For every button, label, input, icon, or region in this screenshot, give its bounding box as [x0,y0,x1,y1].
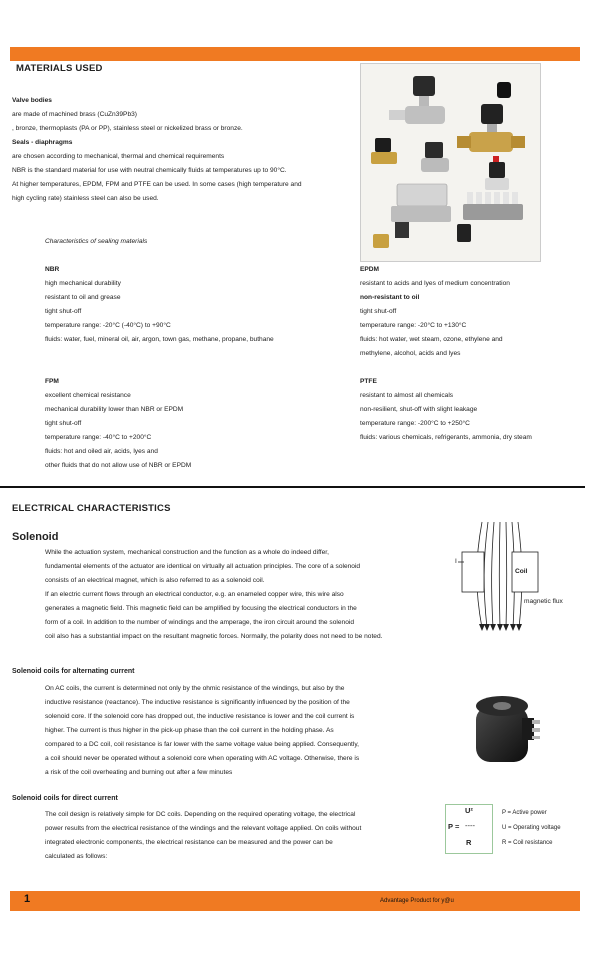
dc-line-2: power results from the electrical resistance of the windings and the relevant voltage applied. On coils without [45,825,362,832]
valve-bodies-line-2: , bronze, thermoplasts (PA or PP), stainless steel or nickelized brass or bronze. [12,125,243,132]
ptfe-line-3: temperature range: -200°C to +250°C [360,420,470,427]
epdm-line-3: tight shut-off [360,308,397,315]
ac-line-6: a coil should never be operated without a solenoid core when operating with AC voltage. Otherwise, there is [45,755,360,762]
formula-legend-p: P = Active power [502,810,547,816]
dc-line-3: integrated electronic components, the electrical resistance can be measured and the power can be [45,839,333,846]
footer-tagline: Advantage Product for y@u [380,898,454,904]
ptfe-line-2: non-resilient, shut-off with slight leakage [360,406,478,413]
seals-title: Seals - diaphragms [12,139,73,146]
solenoid-coil-photo [470,688,550,768]
fpm-line-5: fluids: hot and oiled air, acids, lyes and [45,448,158,455]
epdm-line-2: non-resistant to oil [360,294,420,301]
ac-line-3: solenoid core. If the solenoid core has dropped out, the inductive resistance is lower and the coil current is [45,713,355,720]
solenoid-line-5: generates a magnetic field. This magnetic field can be amplified by focusing the electrical conductors in the [45,605,357,612]
fpm-line-1: excellent chemical resistance [45,392,131,399]
solenoid-line-3: consists of an electrical magnet, which is also referred to as a solenoid coil. [45,577,265,584]
solenoid-line-4: If an electric current flows through an electrical conductor, e.g. an enameled copper wire, this wire also [45,591,344,598]
fpm-line-4: temperature range: -40°C to +200°C [45,434,152,441]
nbr-line-2: resistant to oil and grease [45,294,121,301]
formula-lhs: P = [448,822,460,831]
nbr-line-4: temperature range: -20°C (-40°C) to +90°C [45,322,171,329]
fpm-line-6: other fluids that do not allow use of NBR or EPDM [45,462,192,469]
formula-numerator: U² [465,806,473,815]
dc-coils-title: Solenoid coils for direct current [12,795,118,802]
top-accent-bar [10,47,580,61]
epdm-line-5: fluids: hot water, wet steam, ozone, ethylene and [360,336,503,343]
fpm-title: FPM [45,378,59,385]
nbr-line-1: high mechanical durability [45,280,121,287]
ptfe-line-1: resistant to almost all chemicals [360,392,454,399]
epdm-line-4: temperature range: -20°C to +130°C [360,322,467,329]
ac-line-5: compared to a DC coil, coil resistance is far lower with the same voltage value being applied. Consequently, [45,741,359,748]
epdm-title: EPDM [360,266,380,273]
nbr-line-3: tight shut-off [45,308,82,315]
solenoid-line-7: coil also has a substantial impact on the resultant magnetic forces. Normally, the polarity does not need to be noted. [45,633,383,640]
ac-coils-title: Solenoid coils for alternating current [12,668,135,675]
epdm-line-6: methylene, alcohol, acids and lyes [360,350,461,357]
ptfe-line-4: fluids: various chemicals, refrigerants, ammonia, dry steam [360,434,532,441]
solenoid-line-1: While the actuation system, mechanical construction and the function as a whole do indeed differ, [45,549,329,556]
formula-denominator: R [466,838,472,847]
diagram-coil-label: Coil [515,568,528,575]
fpm-line-3: tight shut-off [45,420,82,427]
ac-line-1: On AC coils, the current is determined not only by the ohmic resistance of the windings, but also by the [45,685,345,692]
dc-line-1: The coil design is relatively simple for DC coils. Depending on the required operating voltage, the electrical [45,811,356,818]
materials-heading: MATERIALS USED [16,63,103,74]
formula-fraction-bar: ---- [465,821,475,830]
seals-line-4: high cycling rate) stainless steel can also be used. [12,195,159,202]
valve-bodies-title: Valve bodies [12,97,52,104]
ac-line-4: higher. The current is thus higher in the pick-up phase than the coil current in the holding phase. As [45,727,334,734]
page-number: 1 [24,893,31,905]
formula-legend-u: U = Operating voltage [502,825,561,831]
section-divider [0,486,585,488]
valve-products-photo [360,63,541,262]
ptfe-title: PTFE [360,378,377,385]
ac-line-7: a risk of the coil overheating and burning out after a few minutes [45,769,233,776]
nbr-title: NBR [45,266,60,273]
epdm-line-1: resistant to acids and lyes of medium concentration [360,280,510,287]
nbr-line-5: fluids: water, fuel, mineral oil, air, argon, town gas, methane, propane, buthane [45,336,274,343]
diagram-current-label: I [455,558,457,565]
characteristics-caption: Characteristics of sealing materials [45,238,148,245]
solenoid-line-6: form of a coil. In addition to the number of windings and the amperage, the iron circuit around the solenoid [45,619,354,626]
fpm-line-2: mechanical durability lower than NBR or EPDM [45,406,184,413]
dc-line-4: calculated as follows: [45,853,108,860]
solenoid-title: Solenoid [12,531,59,543]
valve-products-illustration [361,64,540,261]
footer-bar [10,891,580,911]
seals-line-1: are chosen according to mechanical, thermal and chemical requirements [12,153,225,160]
ac-line-2: inductive resistance (reactance). The inductive resistance is significantly influenced by the position of the [45,699,350,706]
seals-line-2: NBR is the standard material for use with neutral chemically fluids at temperatures up to 90°C. [12,167,287,174]
solenoid-line-2: fundamental elements of the actuator are identical on virtually all actuation principles. The core of a solenoid [45,563,361,570]
valve-bodies-line-1: are made of machined brass (CuZn39Pb3) [12,111,137,118]
seals-line-3: At higher temperatures, EPDM, FPM and PTFE can be used. In some cases (high temperature and [12,181,302,188]
electrical-heading: ELECTRICAL CHARACTERISTICS [12,503,171,514]
diagram-flux-label: magnetic flux [524,598,563,605]
formula-legend-r: R = Coil resistance [502,840,553,846]
